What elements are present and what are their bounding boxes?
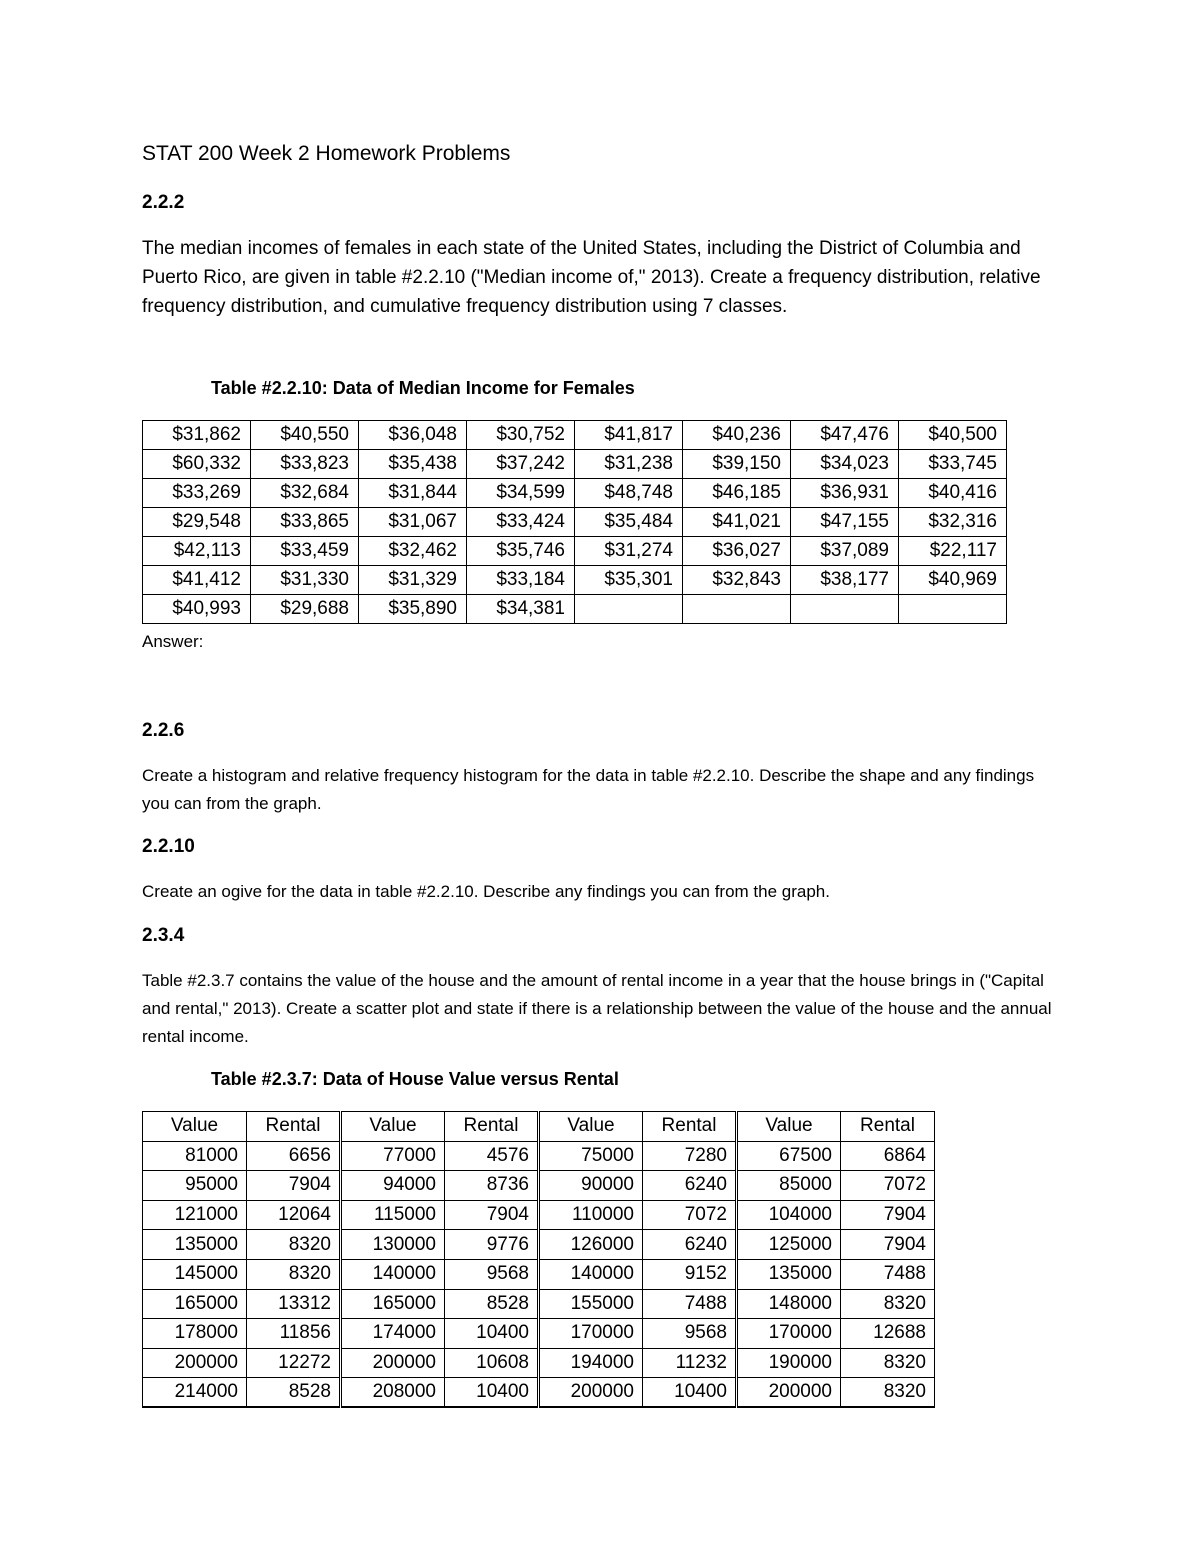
table-cell: 170000 bbox=[737, 1319, 841, 1349]
column-header: Rental bbox=[445, 1112, 539, 1142]
problem-text-2-2-6: Create a histogram and relative frequency histogram for the data in table #2.2.10. Describe the shape and any findings you can from the graph. bbox=[142, 766, 1035, 813]
table-cell: 10400 bbox=[643, 1378, 737, 1408]
table-cell: $31,329 bbox=[359, 566, 467, 595]
table-cell: 208000 bbox=[341, 1378, 445, 1408]
income-table-caption: Table #2.2.10: Data of Median Income for Females bbox=[211, 378, 635, 398]
table-cell: 7488 bbox=[841, 1259, 935, 1289]
table-cell: 200000 bbox=[539, 1378, 643, 1408]
table-cell: 9568 bbox=[643, 1319, 737, 1349]
table-cell: 145000 bbox=[143, 1259, 247, 1289]
table-cell: 8736 bbox=[445, 1171, 539, 1201]
table-row bbox=[143, 1289, 935, 1319]
table-cell: 6240 bbox=[643, 1230, 737, 1260]
table-cell bbox=[899, 595, 1007, 624]
table-cell: 90000 bbox=[539, 1171, 643, 1201]
table-cell: 8320 bbox=[841, 1378, 935, 1408]
table-cell: $31,862 bbox=[143, 421, 251, 450]
table-cell: $22,117 bbox=[899, 537, 1007, 566]
table-cell: 155000 bbox=[539, 1289, 643, 1319]
table-cell: $41,021 bbox=[683, 508, 791, 537]
table-cell: $40,236 bbox=[683, 421, 791, 450]
table-cell: 11232 bbox=[643, 1348, 737, 1378]
problem-number-2-2-6: 2.2.6 bbox=[142, 720, 185, 741]
table-cell: 8320 bbox=[247, 1230, 341, 1260]
table-cell: 7904 bbox=[445, 1200, 539, 1230]
table-cell: 8320 bbox=[247, 1259, 341, 1289]
table-cell: 140000 bbox=[539, 1259, 643, 1289]
table-cell: $33,184 bbox=[467, 566, 575, 595]
table-cell: 12272 bbox=[247, 1348, 341, 1378]
table-cell: $36,048 bbox=[359, 421, 467, 450]
table-cell bbox=[575, 595, 683, 624]
table-row bbox=[143, 1230, 935, 1260]
table-cell: $41,412 bbox=[143, 566, 251, 595]
table-cell: $35,484 bbox=[575, 508, 683, 537]
table-cell: $35,301 bbox=[575, 566, 683, 595]
table-cell: 8528 bbox=[247, 1378, 341, 1408]
income-table bbox=[142, 420, 1007, 624]
table-cell: 7904 bbox=[841, 1200, 935, 1230]
table-cell: 8528 bbox=[445, 1289, 539, 1319]
table-cell: $40,416 bbox=[899, 479, 1007, 508]
problem-number-2-2-2: 2.2.2 bbox=[142, 192, 185, 213]
table-cell: 110000 bbox=[539, 1200, 643, 1230]
table-cell: $60,332 bbox=[143, 450, 251, 479]
table-cell: 77000 bbox=[341, 1141, 445, 1171]
table-cell: 9776 bbox=[445, 1230, 539, 1260]
table-cell: $34,023 bbox=[791, 450, 899, 479]
table-cell: $40,550 bbox=[251, 421, 359, 450]
table-cell: 10608 bbox=[445, 1348, 539, 1378]
table-cell: $35,438 bbox=[359, 450, 467, 479]
table-cell: $29,548 bbox=[143, 508, 251, 537]
table-row bbox=[143, 1378, 935, 1408]
table-cell: $46,185 bbox=[683, 479, 791, 508]
table-cell: 178000 bbox=[143, 1319, 247, 1349]
table-cell: 7072 bbox=[643, 1200, 737, 1230]
table-row bbox=[143, 595, 1007, 624]
column-header: Value bbox=[539, 1112, 643, 1142]
table-cell: $48,748 bbox=[575, 479, 683, 508]
table-cell: 7280 bbox=[643, 1141, 737, 1171]
table-cell: 194000 bbox=[539, 1348, 643, 1378]
table-cell: 200000 bbox=[143, 1348, 247, 1378]
table-cell: 174000 bbox=[341, 1319, 445, 1349]
table-cell: 12064 bbox=[247, 1200, 341, 1230]
column-header: Rental bbox=[643, 1112, 737, 1142]
table-cell: 9152 bbox=[643, 1259, 737, 1289]
table-row bbox=[143, 1259, 935, 1289]
table-cell: 85000 bbox=[737, 1171, 841, 1201]
table-row bbox=[143, 1141, 935, 1171]
table-cell: $37,242 bbox=[467, 450, 575, 479]
table-cell: 121000 bbox=[143, 1200, 247, 1230]
table-cell: 75000 bbox=[539, 1141, 643, 1171]
table-cell: $31,067 bbox=[359, 508, 467, 537]
problem-number-2-2-10: 2.2.10 bbox=[142, 836, 195, 857]
table-cell: $31,330 bbox=[251, 566, 359, 595]
table-cell: 8320 bbox=[841, 1348, 935, 1378]
table-cell: 7072 bbox=[841, 1171, 935, 1201]
table-cell: $40,969 bbox=[899, 566, 1007, 595]
table-cell: 165000 bbox=[143, 1289, 247, 1319]
table-cell: $47,476 bbox=[791, 421, 899, 450]
table-row bbox=[143, 508, 1007, 537]
table-cell: $32,843 bbox=[683, 566, 791, 595]
column-header: Rental bbox=[247, 1112, 341, 1142]
table-cell: $39,150 bbox=[683, 450, 791, 479]
table-cell: $33,424 bbox=[467, 508, 575, 537]
table-cell: $29,688 bbox=[251, 595, 359, 624]
table-cell: $34,381 bbox=[467, 595, 575, 624]
table-cell: $33,459 bbox=[251, 537, 359, 566]
table-cell: 9568 bbox=[445, 1259, 539, 1289]
table-row bbox=[143, 421, 1007, 450]
table-cell: 4576 bbox=[445, 1141, 539, 1171]
table-cell bbox=[683, 595, 791, 624]
table-cell: $38,177 bbox=[791, 566, 899, 595]
table-cell: 6864 bbox=[841, 1141, 935, 1171]
problem-text-2-3-4: Table #2.3.7 contains the value of the house and the amount of rental income in a year that the house brings in ("Capital and rental," 2013). Create a scatter plot and state if there is a relationship between the value of the house and the annual rental income. bbox=[142, 971, 1052, 1046]
table-cell: 6656 bbox=[247, 1141, 341, 1171]
table-cell: 12688 bbox=[841, 1319, 935, 1349]
answer-label: Answer: bbox=[142, 632, 204, 651]
table-cell: 130000 bbox=[341, 1230, 445, 1260]
table-cell: 8320 bbox=[841, 1289, 935, 1319]
table-cell: 7488 bbox=[643, 1289, 737, 1319]
table-cell: $33,745 bbox=[899, 450, 1007, 479]
table-cell: 13312 bbox=[247, 1289, 341, 1319]
column-header: Value bbox=[737, 1112, 841, 1142]
table-cell: $42,113 bbox=[143, 537, 251, 566]
table-cell: $41,817 bbox=[575, 421, 683, 450]
table-cell: 6240 bbox=[643, 1171, 737, 1201]
table-cell: $33,865 bbox=[251, 508, 359, 537]
table-cell: 148000 bbox=[737, 1289, 841, 1319]
table-cell: $35,890 bbox=[359, 595, 467, 624]
problem-number-2-3-4: 2.3.4 bbox=[142, 925, 185, 946]
table-cell: $32,684 bbox=[251, 479, 359, 508]
table-cell: $40,993 bbox=[143, 595, 251, 624]
house-table bbox=[142, 1111, 935, 1408]
table-row bbox=[143, 566, 1007, 595]
table-cell: $35,746 bbox=[467, 537, 575, 566]
table-cell: 7904 bbox=[247, 1171, 341, 1201]
table-row bbox=[143, 1171, 935, 1201]
table-row bbox=[143, 1348, 935, 1378]
table-cell: 140000 bbox=[341, 1259, 445, 1289]
table-cell: $33,269 bbox=[143, 479, 251, 508]
table-row bbox=[143, 1319, 935, 1349]
table-cell: 125000 bbox=[737, 1230, 841, 1260]
house-table-caption: Table #2.3.7: Data of House Value versus Rental bbox=[211, 1069, 619, 1089]
table-row bbox=[143, 537, 1007, 566]
table-cell: $31,844 bbox=[359, 479, 467, 508]
table-cell: $34,599 bbox=[467, 479, 575, 508]
table-cell: $36,931 bbox=[791, 479, 899, 508]
table-cell: 67500 bbox=[737, 1141, 841, 1171]
table-cell: $32,316 bbox=[899, 508, 1007, 537]
document-title: STAT 200 Week 2 Homework Problems bbox=[142, 142, 511, 165]
table-cell: 10400 bbox=[445, 1319, 539, 1349]
table-cell: $47,155 bbox=[791, 508, 899, 537]
table-row bbox=[143, 479, 1007, 508]
column-header: Value bbox=[143, 1112, 247, 1142]
column-header: Value bbox=[341, 1112, 445, 1142]
table-cell: 11856 bbox=[247, 1319, 341, 1349]
table-cell: 115000 bbox=[341, 1200, 445, 1230]
table-cell: $37,089 bbox=[791, 537, 899, 566]
column-header: Rental bbox=[841, 1112, 935, 1142]
table-cell: 190000 bbox=[737, 1348, 841, 1378]
table-cell: 10400 bbox=[445, 1378, 539, 1408]
table-cell: 94000 bbox=[341, 1171, 445, 1201]
table-cell: 135000 bbox=[143, 1230, 247, 1260]
table-cell: 95000 bbox=[143, 1171, 247, 1201]
table-cell: 200000 bbox=[341, 1348, 445, 1378]
table-cell: $32,462 bbox=[359, 537, 467, 566]
table-cell: 81000 bbox=[143, 1141, 247, 1171]
table-cell: 170000 bbox=[539, 1319, 643, 1349]
table-cell: $31,274 bbox=[575, 537, 683, 566]
table-cell: 200000 bbox=[737, 1378, 841, 1408]
table-cell: 104000 bbox=[737, 1200, 841, 1230]
table-row bbox=[143, 450, 1007, 479]
problem-text-2-2-2: The median incomes of females in each state of the United States, including the District of Columbia and Puerto Rico, are given in table #2.2.10 ("Median income of," 2013). Create a frequency distribution, relative frequency distribution, and cumulative frequency distribution using 7 classes. bbox=[142, 238, 1041, 317]
table-cell: $33,823 bbox=[251, 450, 359, 479]
table-cell: $40,500 bbox=[899, 421, 1007, 450]
table-row bbox=[143, 1200, 935, 1230]
table-cell: $36,027 bbox=[683, 537, 791, 566]
table-cell: 126000 bbox=[539, 1230, 643, 1260]
table-cell: $30,752 bbox=[467, 421, 575, 450]
table-cell: $31,238 bbox=[575, 450, 683, 479]
table-cell: 135000 bbox=[737, 1259, 841, 1289]
table-cell bbox=[791, 595, 899, 624]
table-cell: 7904 bbox=[841, 1230, 935, 1260]
table-cell: 165000 bbox=[341, 1289, 445, 1319]
table-cell: 214000 bbox=[143, 1378, 247, 1408]
problem-text-2-2-10: Create an ogive for the data in table #2.2.10. Describe any findings you can from the graph. bbox=[142, 882, 830, 901]
